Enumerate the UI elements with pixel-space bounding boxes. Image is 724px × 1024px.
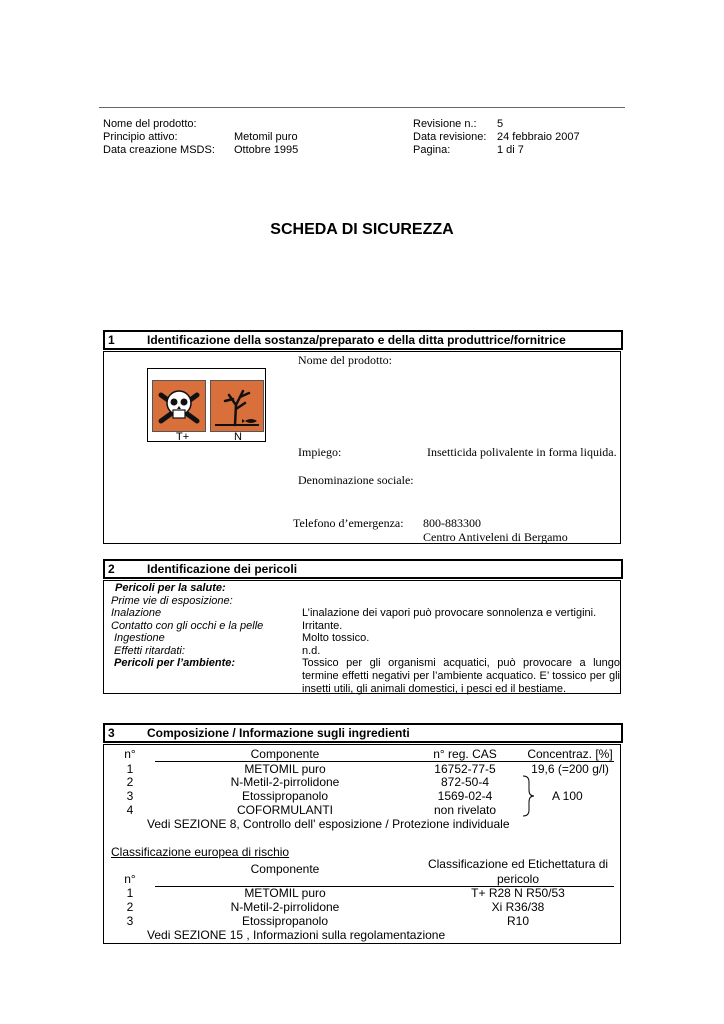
route-value: Molto tossico. xyxy=(302,632,370,644)
use-value: Insetticida polivalente in forma liquida. xyxy=(427,445,617,459)
section-3-header xyxy=(103,723,623,743)
cell-cas: 1569-02-4 xyxy=(437,789,493,803)
header-value: Metomil puro xyxy=(234,131,298,143)
health-hazards-label: Pericoli per la salute: xyxy=(115,582,226,594)
environment-hazards-value: Tossico per gli organismi acquatici, può provocare a lungo termine effetti negativi per l’ambiente acquatico. E’ tossico per gli insetti utili, gli animali domestici, i pesci ed il bestiame. xyxy=(302,657,620,695)
section-number: 1 xyxy=(108,333,115,347)
header-label: Principio attivo: xyxy=(103,131,178,143)
use-label: Impiego: xyxy=(298,445,342,459)
product-name-label: Nome del prodotto: xyxy=(298,353,392,367)
skull-crossbones-icon xyxy=(152,380,206,432)
cell-concentration: 19,6 (=200 g/l) xyxy=(531,762,609,776)
section-title: Identificazione dei pericoli xyxy=(147,562,298,576)
header-value: Ottobre 1995 xyxy=(234,144,299,156)
section-number: 2 xyxy=(108,562,115,576)
group-concentration: A 100 xyxy=(552,789,583,803)
note-section-15: Vedi SEZIONE 15 , Informazioni sulla regolamentazione xyxy=(147,928,446,942)
route-label: Contatto con gli occhi e la pelle xyxy=(111,620,264,632)
route-label: Ingestione xyxy=(114,632,165,644)
cell-cas: non rivelato xyxy=(433,803,497,817)
cell-classification: T+ R28 N R50/53 xyxy=(471,886,565,900)
eu-header-n: n° xyxy=(124,872,136,886)
table-header-cas: n° reg. CAS xyxy=(433,747,497,761)
cell-cas: 872-50-4 xyxy=(440,775,490,789)
cell-cas: 16752-77-5 xyxy=(434,762,496,776)
section-number: 3 xyxy=(108,726,115,740)
table-header-n: n° xyxy=(124,747,136,761)
route-value: L’inalazione dei vapori può provocare sonnolenza e vertigini. xyxy=(302,607,597,619)
cell-n: 1 xyxy=(126,762,134,776)
header-rule xyxy=(99,107,625,108)
route-label: Effetti ritardati: xyxy=(114,645,185,657)
route-label: Inalazione xyxy=(111,607,162,619)
company-label: Denominazione sociale: xyxy=(298,473,414,487)
header-value: 24 febbraio 2007 xyxy=(497,131,580,143)
table-header-concentration: Concentraz. [%] xyxy=(527,747,613,761)
section-2-header xyxy=(103,559,623,579)
cell-component: N-Metil-2-pirrolidone xyxy=(230,900,340,914)
symbol-label-tplus: T+ xyxy=(176,431,190,443)
header-label: Nome del prodotto: xyxy=(103,118,197,130)
emergency-phone: 800-883300 xyxy=(423,516,481,530)
header-left-labels xyxy=(103,118,215,157)
cell-n: 3 xyxy=(126,789,134,803)
header-label: Data creazione MSDS: xyxy=(103,144,215,156)
cell-classification: R10 xyxy=(506,914,529,928)
table-header-component: Componente xyxy=(250,747,320,761)
header-label: Revisione n.: xyxy=(413,118,477,130)
cell-component: Etossipropanolo xyxy=(241,789,329,803)
header-value: 1 di 7 xyxy=(497,144,524,156)
dead-tree-fish-icon xyxy=(210,380,264,432)
exposure-routes-label: Prime vie di esposizione: xyxy=(111,595,233,607)
cell-n: 2 xyxy=(126,775,134,789)
section-title: Composizione / Informazione sugli ingredienti xyxy=(147,726,410,740)
cell-component: N-Metil-2-pirrolidone xyxy=(230,775,340,789)
cell-component: COFORMULANTI xyxy=(237,803,333,817)
section-1-header xyxy=(103,330,623,350)
header-right-values xyxy=(497,118,580,157)
route-value: n.d. xyxy=(302,645,321,657)
cell-classification: Xi R36/38 xyxy=(491,900,545,914)
cell-component: METOMIL puro xyxy=(244,886,326,900)
cell-n: 3 xyxy=(126,914,134,928)
header-left-values xyxy=(234,118,298,157)
section-title: Identificazione della sostanza/preparato e della ditta produttrice/fornitrice xyxy=(147,333,566,347)
symbol-label-n: N xyxy=(234,431,242,443)
route-value: Irritante. xyxy=(302,620,343,632)
document-title: SCHEDA DI SICUREZZA xyxy=(270,221,454,238)
cell-n: 4 xyxy=(126,803,134,817)
emergency-label: Telefono d’emergenza: xyxy=(293,516,404,530)
header-label: Pagina: xyxy=(413,144,451,156)
emergency-center: Centro Antiveleni di Bergamo xyxy=(423,530,568,544)
header-label: Data revisione: xyxy=(413,131,487,143)
eu-header-classification: Classificazione ed Etichettatura di pericolo xyxy=(427,857,609,886)
eu-classification-title: Classificazione europea di rischio xyxy=(111,845,290,859)
cell-component: METOMIL puro xyxy=(244,762,326,776)
header-right-labels xyxy=(413,118,486,157)
header-value xyxy=(234,118,298,131)
right-brace-icon xyxy=(520,775,536,822)
eu-header-component: Componente xyxy=(250,862,320,876)
cell-component: Etossipropanolo xyxy=(241,914,329,928)
cell-n: 1 xyxy=(126,886,134,900)
environment-hazards-label: Pericoli per l’ambiente: xyxy=(114,657,236,669)
header-value: 5 xyxy=(497,118,504,130)
cell-n: 2 xyxy=(126,900,134,914)
note-section-8: Vedi SEZIONE 8, Controllo dell' esposizione / Protezione individuale xyxy=(147,817,510,831)
